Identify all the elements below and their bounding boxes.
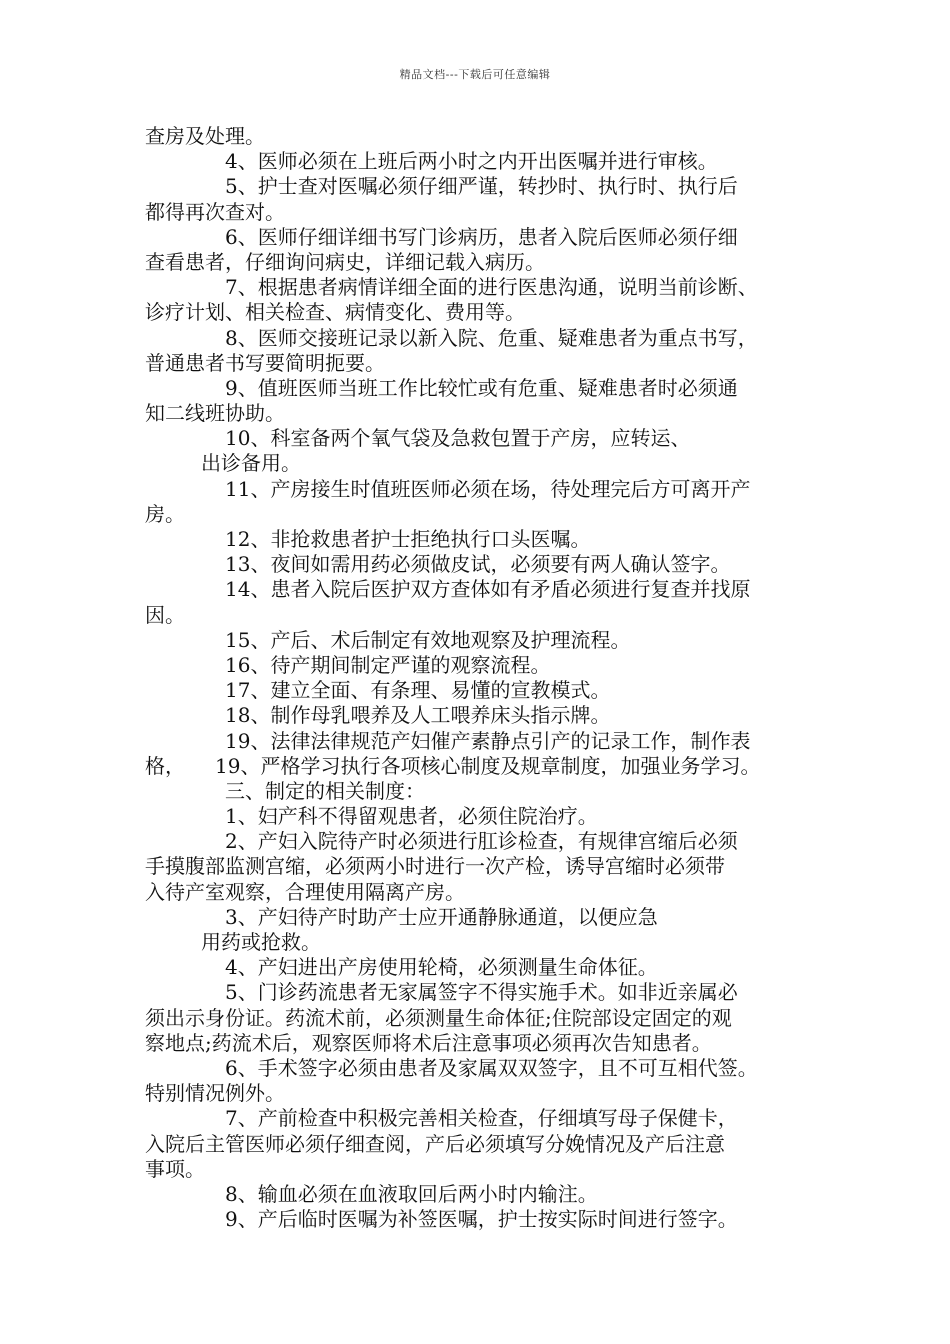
text-line: 因。 (145, 602, 185, 627)
text-line: 6、医师仔细详细书写门诊病历，患者入院后医师必须仔细 (225, 224, 738, 249)
text-line: 14、患者入院后医护双方查体如有矛盾必须进行复查并找原 (225, 577, 751, 602)
text-line: 用药或抢救。 (201, 930, 321, 954)
text-line: 17、建立全面、有条理、易懂的宣教模式。 (225, 678, 611, 703)
text-line: 9、值班医师当班工作比较忙或有危重、疑难患者时必须通 (225, 375, 738, 400)
text-line: 手摸腹部监测宫缩，必须两小时进行一次产检，诱导宫缩时必须带 (145, 854, 725, 879)
text-line: 7、产前检查中积极完善相关检查，仔细填写母子保健卡， (225, 1106, 738, 1131)
text-line: 入待产室观察，合理使用隔离产房。 (145, 879, 465, 904)
text-line: 查房及处理。 (145, 124, 265, 148)
text-line: 查看患者，仔细询问病史，详细记载入病历。 (145, 249, 545, 274)
document-body (145, 124, 825, 1232)
text-line: 12、非抢救患者护士拒绝执行口头医嘱。 (225, 527, 591, 551)
text-line: 6、手术签字必须由患者及家属双双签字，且不可互相代签。 (225, 1055, 758, 1080)
text-line: 7、根据患者病情详细全面的进行医患沟通，说明当前诊断、 (225, 275, 758, 300)
text-line: 普通患者书写要简明扼要。 (145, 350, 385, 375)
text-line: 5、护士查对医嘱必须仔细严谨，转抄时、执行时、执行后 (225, 174, 738, 199)
text-line: 5、门诊药流患者无家属签字不得实施手术。如非近亲属必 (225, 980, 738, 1005)
text-line: 察地点;药流术后，观察医师将术后注意事项必须再次告知患者。 (145, 1030, 712, 1055)
text-line: 16、待产期间制定严谨的观察流程。 (225, 652, 551, 677)
text-line: 18、制作母乳喂养及人工喂养床头指示牌。 (225, 703, 611, 728)
text-line: 都得再次查对。 (145, 199, 285, 224)
text-line: 出诊备用。 (201, 451, 301, 476)
text-line: 1、妇产科不得留观患者，必须住院治疗。 (225, 804, 598, 829)
text-line: 入院后主管医师必须仔细查阅，产后必须填写分娩情况及产后注意 (145, 1131, 725, 1156)
text-line: 8、医师交接班记录以新入院、危重、疑难患者为重点书写， (225, 325, 758, 350)
text-line: 格， 19、严格学习执行各项核心制度及规章制度，加强业务学习。 (145, 753, 761, 778)
text-line: 4、产妇进出产房使用轮椅，必须测量生命体征。 (225, 955, 658, 980)
text-line: 9、产后临时医嘱为补签医嘱，护士按实际时间进行签字。 (225, 1207, 738, 1232)
text-line: 8、输血必须在血液取回后两小时内输注。 (225, 1181, 598, 1206)
text-line: 15、产后、术后制定有效地观察及护理流程。 (225, 627, 631, 652)
text-line: 11、产房接生时值班医师必须在场，待处理完后方可离开产 (225, 476, 751, 501)
text-line: 2、产妇入院待产时必须进行肛诊检查，有规律宫缩后必须 (225, 829, 738, 854)
text-line: 特别情况例外。 (145, 1081, 285, 1106)
text-line: 4、医师必须在上班后两小时之内开出医嘱并进行审核。 (225, 149, 718, 174)
text-line: 须出示身份证。药流术前，必须测量生命体征;住院部设定固定的观 (145, 1005, 732, 1030)
text-line: 13、夜间如需用药必须做皮试，必须要有两人确认签字。 (225, 552, 731, 577)
page-header: 精品文档---下载后可任意编辑 (399, 68, 551, 81)
text-line: 三、制定的相关制度： (225, 778, 425, 803)
text-line: 事项。 (145, 1156, 205, 1181)
text-line: 10、科室备两个氧气袋及急救包置于产房，应转运、 (225, 426, 691, 451)
text-line: 房。 (145, 501, 185, 526)
text-line: 19、法律法律规范产妇催产素静点引产的记录工作，制作表 (225, 728, 751, 753)
text-line: 诊疗计划、相关检查、病情变化、费用等。 (145, 300, 525, 325)
text-line: 3、产妇待产时助产士应开通静脉通道，以便应急 (225, 904, 658, 929)
text-line: 知二线班协助。 (145, 401, 285, 426)
